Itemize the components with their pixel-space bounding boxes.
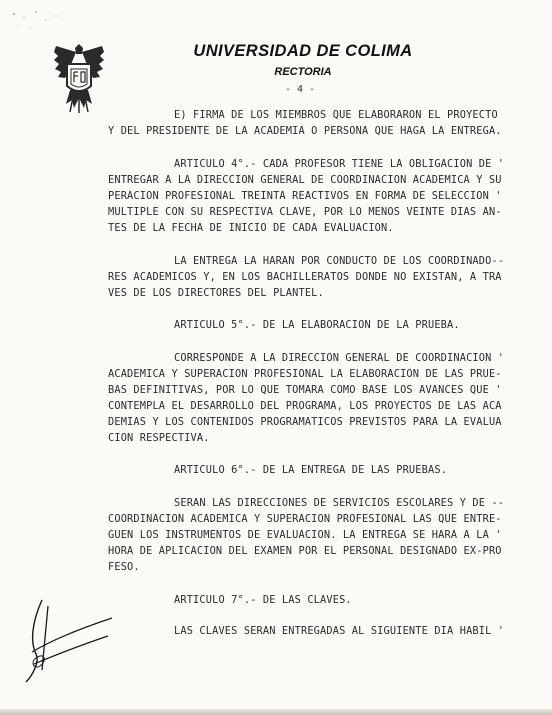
page-number: - 4 - xyxy=(284,84,316,95)
text-line: SERAN LAS DIRECCIONES DE SERVICIOS ESCOLARES Y DE -- xyxy=(174,497,505,509)
article-6-heading: ARTICULO 6°.- DE LA ENTREGA DE LAS PRUEBAS. xyxy=(174,464,448,476)
text-line: ACADEMICA Y SUPERACION PROFESIONAL LA ELABORACION DE LAS PRUE- xyxy=(108,368,502,380)
office-name: RECTORIA xyxy=(274,66,332,78)
text-line: CION RESPECTIVA. xyxy=(108,432,210,444)
university-eagle-crest-logo xyxy=(52,42,106,114)
text-line: HORA DE APLICACION DEL EXAMEN POR EL PERSONAL DESIGNADO EX-PRO xyxy=(108,545,502,557)
text-line: E) FIRMA DE LOS MIEMBROS QUE ELABORARON EL PROYECTO xyxy=(174,109,498,121)
article-5-heading: ARTICULO 5°.- DE LA ELABORACION DE LA PRUEBA. xyxy=(174,319,460,331)
text-line: BAS DEFINITIVAS, POR LO QUE TOMARA COMO BASE LOS AVANCES QUE ' xyxy=(108,384,502,396)
text-line: Y DEL PRESIDENTE DE LA ACADEMIA O PERSONA QUE HAGA LA ENTREGA. xyxy=(108,125,502,137)
scan-specks xyxy=(6,8,66,38)
text-line: CORRESPONDE A LA DIRECCION GENERAL DE COORDINACION ' xyxy=(174,352,505,364)
text-line: PERACION PROFESIONAL TREINTA REACTIVOS EN FORMA DE SELECCION ' xyxy=(108,190,502,202)
text-line: FESO. xyxy=(108,561,140,573)
text-line: COORDINACION ACADEMICA Y SUPERACION PROFESIONAL LAS QUE ENTRE- xyxy=(108,513,502,525)
text-line: VES DE LOS DIRECTORES DEL PLANTEL. xyxy=(108,287,324,299)
university-name: UNIVERSIDAD DE COLIMA xyxy=(193,42,413,60)
text-line: DEMIAS Y LOS CONTENIDOS PROGRAMATICOS PREVISTOS PARA LA EVALUA xyxy=(108,416,502,428)
text-line: LA ENTREGA LA HARAN POR CONDUCTO DE LOS COORDINADO-- xyxy=(174,255,505,267)
page-bottom-edge xyxy=(0,709,552,715)
text-line: LAS CLAVES SERAN ENTREGADAS AL SIGUIENTE DIA HABIL ' xyxy=(174,625,505,637)
text-line: RES ACADEMICOS Y, EN LOS BACHILLERATOS DONDE NO EXISTAN, A TRA xyxy=(108,271,502,283)
handwritten-signature xyxy=(22,592,118,688)
text-line: MULTIPLE CON SU RESPECTIVA CLAVE, POR LO MENOS VEINTE DIAS AN- xyxy=(108,206,502,218)
text-line: GUEN LOS INSTRUMENTOS DE EVALUACION. LA ENTREGA SE HARA A LA ' xyxy=(108,529,502,541)
article-7-heading: ARTICULO 7°.- DE LAS CLAVES. xyxy=(174,594,352,606)
text-line: CONTEMPLA EL DESARROLLO DEL PROGRAMA, LOS PROYECTOS DE LAS ACA xyxy=(108,400,502,412)
text-line: ENTREGAR A LA DIRECCION GENERAL DE COORDINACION ACADEMICA Y SU xyxy=(108,174,502,186)
text-line: TES DE LA FECHA DE INICIO DE CADA EVALUACION. xyxy=(108,222,394,234)
article-4-heading: ARTICULO 4°.- CADA PROFESOR TIENE LA OBLIGACION DE ' xyxy=(174,158,505,170)
